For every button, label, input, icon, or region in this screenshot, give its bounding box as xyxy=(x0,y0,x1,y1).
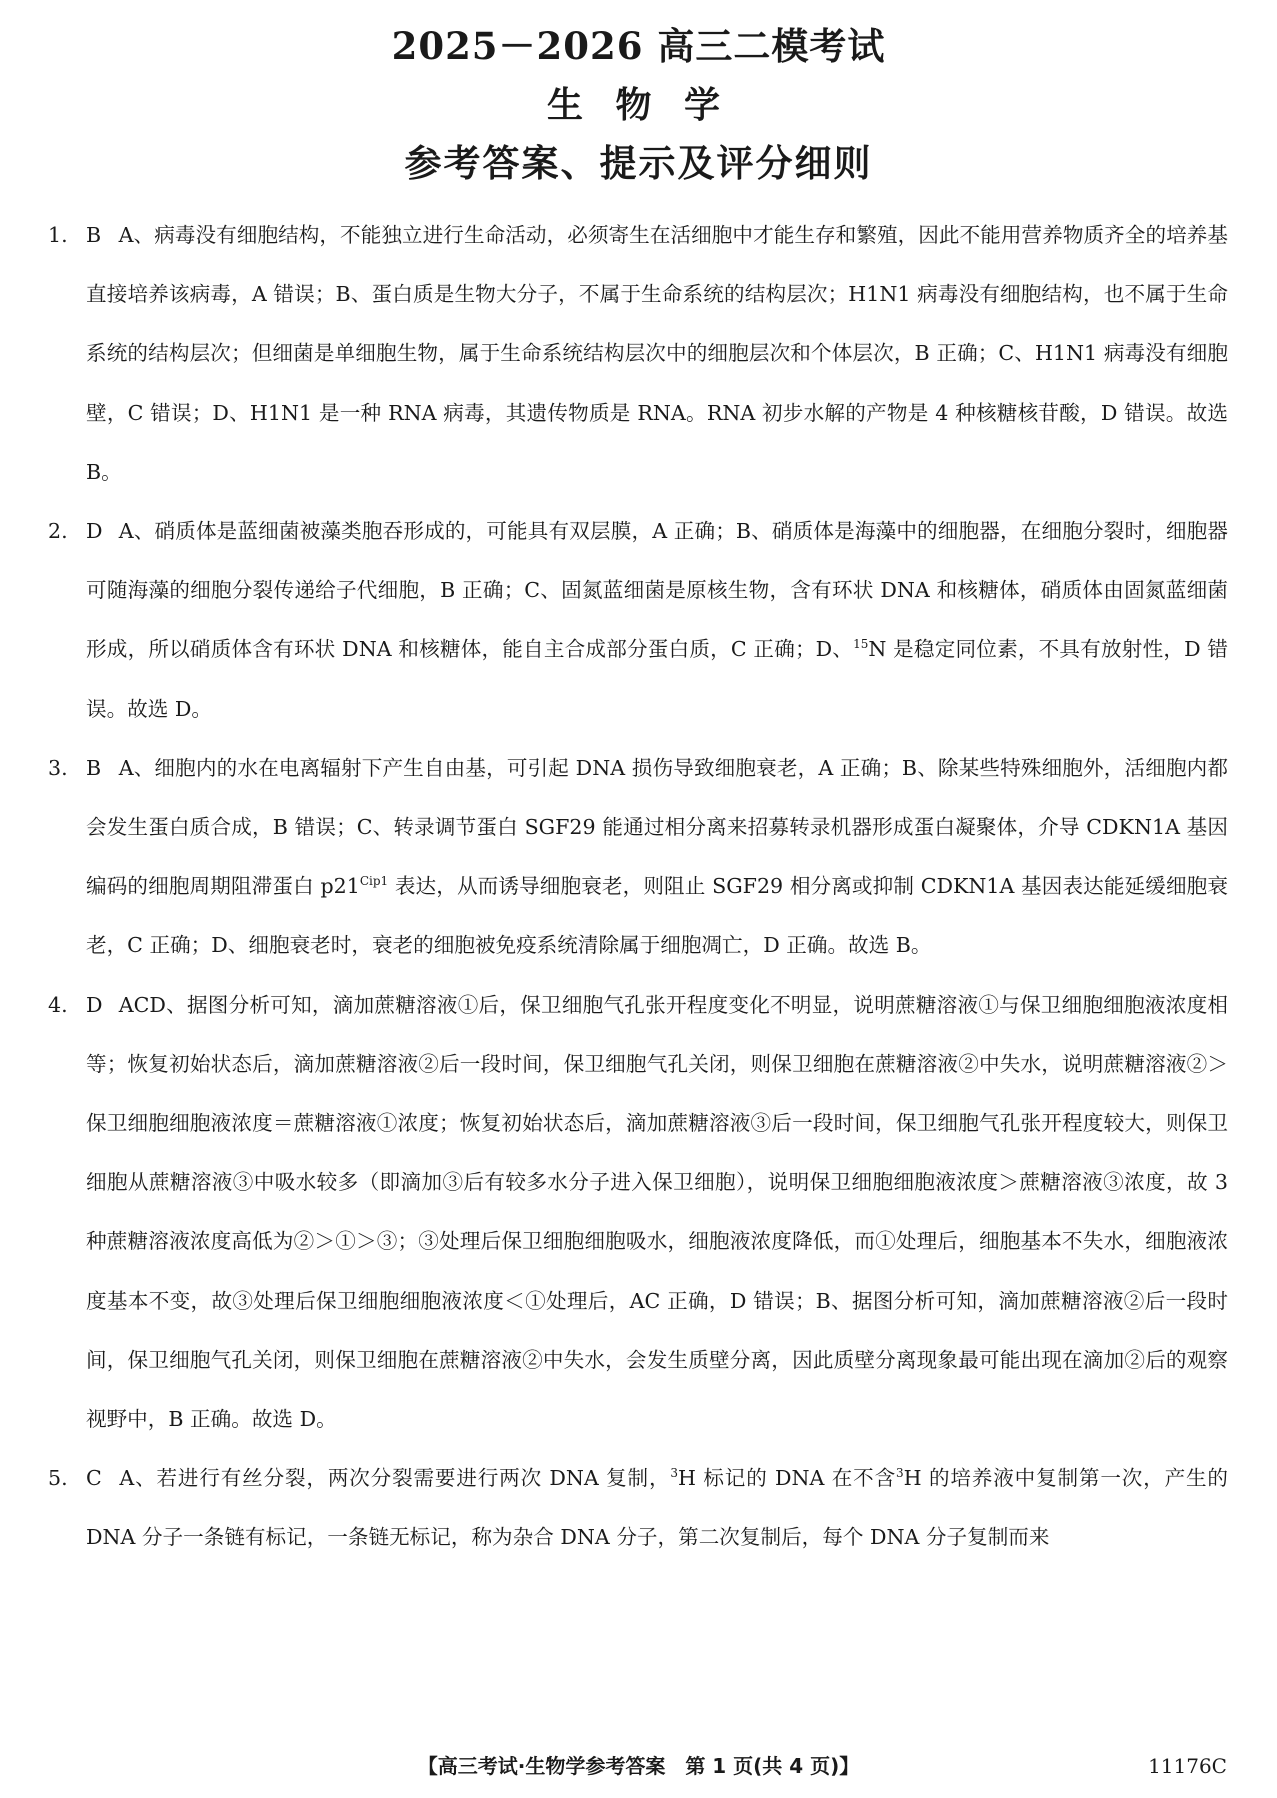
exam-title: 2025－2026 高三二模考试 xyxy=(391,24,886,68)
question-explanation: ACD、据图分析可知，滴加蔗糖溶液①后，保卫细胞气孔张开程度变化不明显，说明蔗糖溶液①与保卫细胞细胞液浓度相等；恢复初始状态后，滴加蔗糖溶液②后一段时间，保卫细胞气孔关闭，则保卫细胞在蔗糖溶液②中失水，说明蔗糖溶液②＞保卫细胞细胞液浓度＝蔗糖溶液①浓度；恢复初始状态后，滴加蔗糖溶液③后一段时间，保卫细胞气孔张开程度较大，则保卫细胞从蔗糖溶液③中吸水较多（即滴加③后有较多水分子进入保卫细胞），说明保卫细胞细胞液浓度＞蔗糖溶液③浓度，故 3 种蔗糖溶液浓度高低为②＞①＞③；③处理后保卫细胞细胞吸水，细胞液浓度降低，而①处理后，细胞基本不失水，细胞液浓度基本不变，故③处理后保卫细胞细胞液浓度＜①处理后，AC 正确，D 错误；B、据图分析可知，滴加蔗糖溶液②后一段时间，保卫细胞气孔关闭，则保卫细胞在蔗糖溶液②中失水，会发生质壁分离，因此质壁分离现象最可能出现在滴加②后的观察视野中，B 正确。故选 D。 xyxy=(86,992,1228,1432)
question-2 xyxy=(48,502,1228,739)
question-answer: D xyxy=(86,992,103,1017)
question-5 xyxy=(48,1449,1228,1567)
superscript: 15 xyxy=(853,637,869,652)
question-answer: C xyxy=(86,1466,102,1491)
superscript: 3 xyxy=(896,1466,904,1481)
question-explanation: A、细胞内的水在电离辐射下产生自由基，可引起 DNA 损伤导致细胞衰老，A 正确；B、除某些特殊细胞外，活细胞内都会发生蛋白质合成，B 错误；C、转录调节蛋白 SGF29 能通过相分离来招募转录机器形成蛋白凝聚体，介导 CDKN1A 基因编码的细胞周期阻滞蛋白 p21 xyxy=(86,755,1228,899)
question-explanation-cont: H 标记的 DNA 在不含 xyxy=(678,1466,897,1491)
question-explanation-cont: N 是稳定同位素，不具有放射性，D 错误。故选 D。 xyxy=(86,637,1229,721)
superscript: Cip1 xyxy=(359,874,389,889)
subject-title: 生 物 学 xyxy=(546,85,731,126)
answer-key-title: 参考答案、提示及评分细则 xyxy=(404,142,873,185)
question-explanation: A、硝质体是蓝细菌被藻类胞吞形成的，可能具有双层膜，A 正确；B、硝质体是海藻中的细胞器，在细胞分裂时，细胞器可随海藻的细胞分裂传递给子代细胞，B 正确；C、固氮蓝细菌是原核生物，含有环状 DNA 和核糖体，硝质体由固氮蓝细菌形成，所以硝质体含有环状 DNA 和核糖体，能自主合成部分蛋白质，C 正确；D、 xyxy=(86,519,1229,662)
question-explanation: A、病毒没有细胞结构，不能独立进行生命活动，必须寄生在活细胞中才能生存和繁殖，因此不能用营养物质齐全的培养基直接培养该病毒，A 错误；B、蛋白质是生物大分子，不属于生命系统的结构层次；H1N1 病毒没有细胞结构，也不属于生命系统的结构层次；但细菌是单细胞生物，属于生命系统结构层次中的细胞层次和个体层次，B 正确；C、H1N1 病毒没有细胞壁，C 错误；D、H1N1 是一种 RNA 病毒，其遗传物质是 RNA。RNA 初步水解的产物是 4 种核糖核苷酸，D 错误。故选 B。 xyxy=(86,223,1228,484)
question-answer: B xyxy=(86,223,102,247)
question-number: 3. xyxy=(48,755,68,780)
question-1 xyxy=(48,206,1228,502)
question-explanation: A、若进行有丝分裂，两次分裂需要进行两次 DNA 复制， xyxy=(119,1466,671,1491)
question-3 xyxy=(48,739,1228,976)
question-number: 1. xyxy=(48,223,68,247)
question-number: 2. xyxy=(48,519,68,544)
question-answer: D xyxy=(86,519,103,544)
question-answer: B xyxy=(86,755,102,780)
answer-list xyxy=(48,206,1228,1568)
question-4 xyxy=(48,976,1228,1450)
page-footer xyxy=(0,1748,1277,1784)
question-explanation-cont: H 的培养液中复制第一次，产生的 DNA 分子一条链有标记，一条链无标记，称为杂合 DNA 分子，第二次复制后，每个 DNA 分子复制而来 xyxy=(86,1466,1228,1550)
question-number: 5. xyxy=(48,1466,68,1491)
superscript: 3 xyxy=(670,1466,679,1481)
document-header xyxy=(0,14,1277,194)
question-explanation-cont: 表达，从而诱导细胞衰老，则阻止 SGF29 相分离或抑制 CDKN1A 基因表达能延缓细胞衰老，C 正确；D、细胞衰老时，衰老的细胞被免疫系统清除属于细胞凋亡，D 正确。故选 B。 xyxy=(86,874,1228,958)
footer-doc-code: 11176C xyxy=(1148,1754,1227,1778)
question-number: 4. xyxy=(48,992,68,1017)
footer-page-info: 【高三考试·生物学参考答案 第 1 页(共 4 页)】 xyxy=(417,1754,860,1778)
